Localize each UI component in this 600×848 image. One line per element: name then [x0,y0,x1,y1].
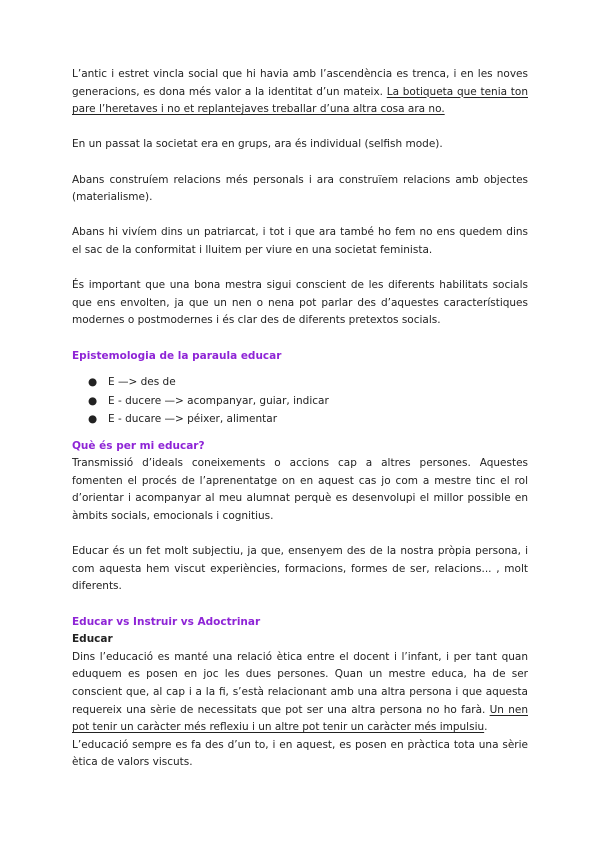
section-heading-what-is-educating: Què és per mi educar? [72,439,205,452]
list-item [72,410,528,429]
paragraph-identity [72,66,528,119]
paragraph-ethics-underlined: Un nen pot tenir un caràcter més reflexiu i un altre pot tenir un caràcter més impulsiu [72,703,528,734]
section-heading-epistemology: Epistemologia de la paraula educar [72,349,282,362]
paragraph-subjective: Educar és un fet molt subjectiu, ja que, ensenyem des de la nostra pròpia persona, i com aquesta hem viscut experiències, formacions, formes de ser, relacions... , molt diferents. [72,545,528,593]
bullet-icon: ● [88,394,98,407]
paragraph-values: L’educació sempre es fa des d’un to, i en aquest, es posen en pràctica tota una sèrie ètica de valors viscuts. [72,738,528,769]
paragraph-ethics-text: Dins l’educació es manté una relació ètica entre el docent i l’infant, i per tant quan eduquem es posen en joc les dues persones. Quan un mestre educa, ha de ser conscient que, al cap i a la fi, s’està relacionant amb una altra persona i que aquesta requereix una sèrie de necessitats que pot ser una altra persona no ho farà. [72,650,528,716]
paragraph-social-skills: És important que una bona mestra sigui conscient de les diferents habilitats socials que ens envolten, ja que un nen o nena pot parlar des d’aquestes característiques modernes o postmodernes i és clar des de diferents pretextos socials. [72,279,528,327]
paragraph-transmission: Transmissió d’ideals coneixements o accions cap a altres persones. Aquestes fomenten el procés de l’aprenentatge on en aquest cas jo com a mestre tinc el rol d’orientar i acompanyar al meu alumnat perquè es desenvolupi el millor possible en àmbits socials, emocionals i cognitius. [72,457,528,522]
list-item-text: E —> des de [108,376,176,389]
paragraph-identity-text: L’antic i estret vincla social que hi havia amb l’ascendència es trenca, i en les noves generacions, es dona més valor a la identitat d’un mateix. [72,68,528,98]
paragraph-groups: En un passat la societat era en grups, ara és individual (selfish mode). [72,138,443,151]
paragraph-identity-underlined: La botiqueta que tenia ton pare l’heretaves i no et replantejaves treballar d’una altra cosa ara no. [72,85,528,116]
paragraph-ethics [72,649,528,737]
list-item [72,373,528,392]
list-item [72,392,528,411]
paragraph-ethics-end: . [484,721,488,734]
etymology-list [72,373,528,429]
subheading-educar: Educar [72,633,113,646]
paragraph-materialism: Abans construíem relacions més personals i ara construïem relacions amb objectes (materialisme). [72,173,528,204]
section-heading-educate-vs: Educar vs Instruir vs Adoctrinar [72,615,261,628]
paragraph-patriarchy: Abans hi vivíem dins un patriarcat, i tot i que ara també ho fem no ens quedem dins el sac de la conformitat i lluitem per viure en una societat feminista. [72,226,528,256]
bullet-icon: ● [88,376,98,389]
list-item-text: E - ducere —> acompanyar, guiar, indicar [108,394,329,407]
list-item-text: E - ducare —> péixer, alimentar [108,413,278,426]
document-page [72,66,528,772]
bullet-icon: ● [88,413,98,426]
